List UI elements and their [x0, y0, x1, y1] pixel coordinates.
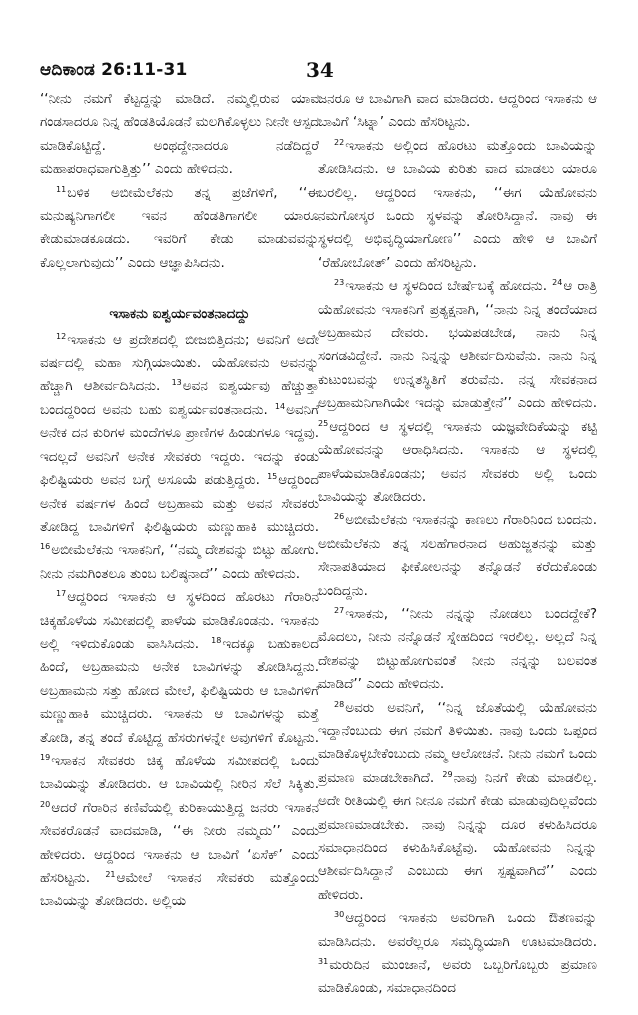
- verse-text: ಆದ್ದರಿಂದ ಆ ಸ್ಥಳದಲ್ಲಿ ಇಸಾಕನು ಯಜ್ಞವೇದಿಕೆಯನ್ನು ಕಟ್ಟಿ ಯೆಹೋವನನ್ನು ಆರಾಧಿಸಿದನು. ಇಸಾಕನು ಆ ಸ್ಥಳದಲ್ಲಿ ಪಾಳೆಯಮಾಡಿಕೊಂಡನು; ಅವನ ಸೇವಕರು ಅಲ್ಲಿ ಒಂದು ಬಾವಿಯನ್ನು ತೋಡಿದರು.: [318, 418, 597, 505]
- verse-number: 28: [334, 699, 345, 709]
- paragraph: [318, 509, 597, 603]
- paragraph: [318, 907, 597, 1001]
- verse-text: ಆದರೆ ಗೆರಾರಿನ ಕಣಿವೆಯಲ್ಲಿ ಕುರಿಕಾಯುತ್ತಿದ್ದ ಜನರು ಇಸಾಕನ ಸೇವಕರೊಡನೆ ವಾದಮಾಡಿ, ‘‘ಈ ನೀರು ನಮ್ಮದು’’ ಎಂದು ಹೇಳಿದರು. ಆದ್ದರಿಂದ ಇಸಾಕನು ಆ ಬಾವಿಗೆ ‘ಏಸೆಕ್’ ಎಂದು ಹೆಸರಿಟ್ಟನು.: [40, 799, 319, 886]
- verse-text: ಆಮೇಲೆ ಇಸಾಕನ ಸೇವಕರು ಮತ್ತೊಂದು ಬಾವಿಯನ್ನು ತೋಡಿದರು. ಅಲ್ಲಿಯ: [40, 870, 319, 910]
- paragraph: [318, 135, 597, 275]
- verse-text: ಇಸಾಕನು ಅಲ್ಲಿಂದ ಹೊರಟು ಮತ್ತೊಂದು ಬಾವಿಯನ್ನು ತೋಡಿಸಿದನು. ಆ ಬಾವಿಯ ಕುರಿತು ವಾದ ಮಾಡಲು ಯಾರೂ ಬರಲಿಲ್ಲ. ಆದ್ದರಿಂದ ಇಸಾಕನು, ‘‘ಈಗ ಯೆಹೋವನು ನಮಗೋಸ್ಕರ ಒಂದು ಸ್ಥಳವನ್ನು ತೋರಿಸಿದ್ದಾನೆ. ನಾವು ಈ ಸ್ಥಳದಲ್ಲಿ ಅಭಿವೃದ್ಧಿಯಾಗೋಣ’’ ಎಂದು ಹೇಳಿ ಆ ಬಾವಿಗೆ ‘ರೆಹೋಬೋತ್’ ಎಂದು ಹೆಸರಿಟ್ಟನು.: [318, 137, 597, 271]
- right-column: [318, 88, 597, 1008]
- paragraph: [40, 88, 319, 182]
- paragraph: [318, 88, 597, 135]
- verse-text: ಇದಕ್ಕೂ ಬಹುಕಾಲದ ಹಿಂದೆ, ಅಬ್ರಹಾಮನು ಅನೇಕ ಬಾವಿಗಳನ್ನು ತೋಡಿಸಿದ್ದನು. ಅಬ್ರಹಾಮನು ಸತ್ತು ಹೋದ ಮೇಲೆ, ಫಿಲಿಷ್ಟಿಯರು ಆ ಬಾವಿಗಳಿಗೆ ಮಣ್ಣುಹಾಕಿ ಮುಚ್ಚಿದರು. ಇಸಾಕನು ಆ ಬಾವಿಗಳನ್ನು ಮತ್ತೆ ತೋಡಿ, ತನ್ನ ತಂದೆ ಕೊಟ್ಟಿದ್ದ ಹೆಸರುಗಳನ್ನೇ ಅವುಗಳಿಗೆ ಕೊಟ್ಟನು.: [40, 635, 319, 746]
- verse-number: 21: [105, 870, 116, 879]
- verse-text: ಆದ್ದರಿಂದ ಅನೇಕ ವರ್ಷಗಳ ಹಿಂದೆ ಅಬ್ರಹಾಮ ಮತ್ತು ಅವನ ಸೇವಕರು ತೋಡಿದ್ದ ಬಾವಿಗಳಿಗೆ ಫಿಲಿಷ್ಟಿಯರು ಮಣ್ಣುಹಾಕಿ ಮುಚ್ಚಿದರು.: [40, 472, 319, 535]
- paragraph-text: ‘‘ನೀನು ನಮಗೆ ಕೆಟ್ಟದ್ದನ್ನು ಮಾಡಿದೆ. ನಮ್ಮಲ್ಲಿರುವ ಯಾವ ಗಂಡಸಾದರೂ ನಿನ್ನ ಹೆಂಡತಿಯೊಡನೆ ಮಲಗಿಕೊಳ್ಳಲು ನೀನೇ ಆಸ್ಪದ ಮಾಡಿಕೊಟ್ಟಿದ್ದೆ. ಅಂಥದ್ದೇನಾದರೂ ನಡೆದಿದ್ದರೆ ಮಹಾಪರಾಧವಾಗುತ್ತಿತ್ತು’’ ಎಂದು ಹೇಳಿದನು.: [40, 91, 319, 178]
- verse-number: 22: [334, 137, 345, 147]
- verse-text: ಇಸಾಕನು ಆ ಸ್ಥಳದಿಂದ ಬೇರ್ಷೆಬಕ್ಕೆ ಹೋದನು.: [345, 278, 548, 295]
- verse-text: ಅವನ ಐಶ್ವರ್ಯವು ಹೆಚ್ಚುತ್ತಾ ಬಂದದ್ದರಿಂದ ಅವನು ಬಹು ಐಶ್ವರ್ಯವಂತನಾದನು.: [40, 378, 319, 418]
- verse-number: 19: [40, 752, 51, 762]
- paragraph: [40, 329, 319, 586]
- verse-text: ಇಸಾಕನು, ‘‘ನೀನು ನನ್ನನ್ನು ನೋಡಲು ಬಂದದ್ದೇಕೆ? ಮೊದಲು, ನೀನು ನನ್ನೊಡನೆ ಸ್ನೇಹದಿಂದ ಇರಲಿಲ್ಲ. ಅಲ್ಲದೆ ನಿನ್ನ ದೇಶವನ್ನು ಬಿಟ್ಟುಹೋಗುವಂತೆ ನೀನು ನನ್ನನ್ನು ಬಲವಂತ ಮಾಡಿದೆ’’ ಎಂದು ಹೇಳಿದನು.: [318, 605, 597, 693]
- left-column: [40, 88, 319, 1008]
- paragraph: [40, 182, 319, 276]
- verse-number: 25: [318, 418, 329, 428]
- verse-number: 18: [211, 635, 222, 645]
- verse-text: ನಾವು ನಿನಗೆ ಕೇಡು ಮಾಡಲಿಲ್ಲ. ಅದೇ ರೀತಿಯಲ್ಲಿ ಈಗ ನೀನೂ ನಮಗೆ ಕೇಡು ಮಾಡುವುದಿಲ್ಲವೆಂದು ಪ್ರಮಾಣಮಾಡಬೇಕು. ನಾವು ನಿನ್ನನ್ನು ದೂರ ಕಳುಹಿಸಿದರೂ ಸಮಾಧಾನದಿಂದ ಕಳುಹಿಸಿಕೊಟ್ಟೆವು. ಯೆಹೋವನು ನಿನ್ನನ್ನು ಆಶೀರ್ವದಿಸಿದ್ದಾನೆ ಎಂಬುದು ಈಗ ಸ್ಪಷ್ಟವಾಗಿದೆ’’ ಎಂದು ಹೇಳಿದರು.: [318, 769, 597, 903]
- verse-text: ಆದ್ದರಿಂದ ಇಸಾಕನು ಅವರಿಗಾಗಿ ಒಂದು ಔತಣವನ್ನು ಮಾಡಿಸಿದನು. ಅವರೆಲ್ಲರೂ ಸಮೃದ್ಧಿಯಾಗಿ ಊಟಮಾಡಿದರು.: [318, 910, 597, 950]
- page-header: [40, 60, 620, 84]
- verse-text: ಅಬೀಮೆಲೆಕನು ಇಸಾಕನನ್ನು ಕಾಣಲು ಗೆರಾರಿನಿಂದ ಬಂದನು. ಅಬೀಮೆಲೆಕನು ತನ್ನ ಸಲಹೆಗಾರನಾದ ಅಹುಜ್ಜತನನ್ನು ಮತ್ತು ಸೇನಾಪತಿಯಾದ ಫೀಕೋಲನನ್ನು ತನ್ನೊಡನೆ ಕರೆದುಕೊಂಡು ಬಂದಿದ್ದನು.: [318, 512, 597, 599]
- verse-number: 11: [56, 184, 67, 194]
- verse-number: 15: [267, 472, 278, 482]
- verse-text: ಆ ರಾತ್ರಿ ಯೆಹೋವನು ಇಸಾಕನಿಗೆ ಪ್ರತ್ಯಕ್ಷನಾಗಿ, ‘‘ನಾನು ನಿನ್ನ ತಂದೆಯಾದ ಅಬ್ರಹಾಮನ ದೇವರು. ಭಯಪಡಬೇಡ, ನಾನು ನಿನ್ನ ಸಂಗಡವಿದ್ದೇನೆ. ನಾನು ನಿನ್ನನ್ನು ಆಶೀರ್ವದಿಸುವೆನು. ನಾನು ನಿನ್ನ ಕುಟುಂಬವನ್ನು ಉನ್ನತಸ್ಥಿತಿಗೆ ತರುವೆನು. ನನ್ನ ಸೇವಕನಾದ ಅಬ್ರಹಾಮನಿಗಾಗಿಯೇ ಇದನ್ನು ಮಾಡುತ್ತೇನೆ’’ ಎಂದು ಹೇಳಿದನು.: [318, 278, 597, 412]
- verse-number: 31: [318, 957, 329, 967]
- verse-number: 24: [552, 278, 563, 288]
- verse-number: 26: [334, 512, 345, 522]
- verse-number: 16: [40, 542, 51, 552]
- verse-text: ಮರುದಿನ ಮುಂಜಾನೆ, ಅವರು ಒಬ್ಬರಿಗೊಬ್ಬರು ಪ್ರಮಾಣ ಮಾಡಿಕೊಂಡು, ಸಮಾಧಾನದಿಂದ: [318, 957, 597, 997]
- verse-number: 12: [56, 331, 67, 341]
- verse-number: 27: [334, 605, 345, 615]
- verse-text: ಇಸಾಕನ ಸೇವಕರು ಚಿಕ್ಕ ಹೊಳೆಯ ಸಮೀಪದಲ್ಲಿ ಒಂದು ಬಾವಿಯನ್ನು ತೋಡಿದರು. ಆ ಬಾವಿಯಲ್ಲಿ ನೀರಿನ ಸೆಲೆ ಸಿಕ್ಕಿತು.: [40, 752, 319, 793]
- verse-text: ಅವನಿಗೆ ಅನೇಕ ದನ ಕುರಿಗಳ ಮಂದೆಗಳೂ ಪ್ರಾಣಿಗಳ ಹಿಂಡುಗಳೂ ಇದ್ದವು. ಇದಲ್ಲದೆ ಅವನಿಗೆ ಅನೇಕ ಸೇವಕರು ಇದ್ದರು. ಇದನ್ನು ಕಂಡು ಫಿಲಿಷ್ಟಿಯರು ಅವನ ಬಗ್ಗೆ ಅಸೂಯೆ ಪಡುತ್ತಿದ್ದರು.: [40, 401, 319, 489]
- paragraph: [40, 586, 319, 914]
- verse-number: 30: [334, 910, 345, 920]
- running-head: ಆದಿಕಾಂಡ 26:11-31: [40, 60, 188, 80]
- verse-number: 17: [56, 589, 67, 599]
- verse-text: ಇಸಾಕನು ಆ ಪ್ರದೇಶದಲ್ಲಿ ಬೀಜಬಿತ್ತಿದನು; ಅವನಿಗೆ ಅದೇ ವರ್ಷದಲ್ಲಿ ಮಹಾ ಸುಗ್ಗಿಯಾಯಿತು. ಯೆಹೋವನು ಅವನನ್ನು ಹೆಚ್ಚಾಗಿ ಆಶೀರ್ವದಿಸಿದನು.: [40, 331, 319, 395]
- verse-number: 23: [334, 278, 345, 288]
- section-heading: ಇಸಾಕನು ಐಶ್ವರ್ಯವಂತನಾದದ್ದು: [109, 306, 250, 323]
- verse-number: 13: [171, 378, 182, 388]
- paragraph-text: ಜನರೂ ಆ ಬಾವಿಗಾಗಿ ವಾದ ಮಾಡಿದರು. ಆದ್ದರಿಂದ ಇಸಾಕನು ಆ ಬಾವಿಗೆ ‘ಸಿಟ್ನಾ’ ಎಂದು ಹೆಸರಿಟ್ಟನು.: [318, 91, 597, 131]
- paragraph: [318, 697, 597, 908]
- verse-number: 29: [442, 769, 453, 779]
- verse-text: ಬಳಿಕ ಅಬೀಮೆಲೆಕನು ತನ್ನ ಪ್ರಜೆಗಳಿಗೆ, ‘‘ಈ ಮನುಷ್ಯನಿಗಾಗಲೀ ಇವನ ಹೆಂಡತಿಗಾಗಲೀ ಯಾರೂ ಕೇಡುಮಾಡಕೂಡದು. ಇವರಿಗೆ ಕೇಡು ಮಾಡುವವನ್ನು ಕೊಲ್ಲಲಾಗುವುದು’’ ಎಂದು ಆಜ್ಞಾಪಿಸಿದನು.: [40, 184, 319, 271]
- verse-text: ಅಬೀಮೆಲೆಕನು ಇಸಾಕನಿಗೆ, ‘‘ನಮ್ಮ ದೇಶವನ್ನು ಬಿಟ್ಟು ಹೋಗು. ನೀನು ನಮಗಿಂತಲೂ ತುಂಬ ಬಲಿಷ್ಠನಾದೆ’’ ಎಂದು ಹೇಳಿದನು.: [40, 542, 319, 582]
- page-number: 34: [306, 58, 334, 82]
- verse-number: 20: [40, 799, 51, 809]
- paragraph: [318, 603, 597, 697]
- paragraph: [318, 275, 597, 509]
- verse-number: 14: [274, 401, 286, 411]
- verse-text: ಅವರು ಅವನಿಗೆ, ‘‘ನಿನ್ನ ಜೊತೆಯಲ್ಲಿ ಯೆಹೋವನು ಇದ್ದಾನೆಂಬುದು ಈಗ ನಮಗೆ ತಿಳಿಯಿತು. ನಾವು ಒಂದು ಒಪ್ಪಂದ ಮಾಡಿಕೊಳ್ಳಬೇಕೆಂಬುದು ನಮ್ಮ ಆಲೋಚನೆ. ನೀನು ನಮಗೆ ಒಂದು ಪ್ರಮಾಣ ಮಾಡಬೇಕಾಗಿದೆ.: [318, 699, 597, 786]
- verse-text: ಆದ್ದರಿಂದ ಇಸಾಕನು ಆ ಸ್ಥಳದಿಂದ ಹೊರಟು ಗೆರಾರಿನ ಚಿಕ್ಕಹೊಳೆಯ ಸಮೀಪದಲ್ಲಿ ಪಾಳೆಯ ಮಾಡಿಕೊಂಡನು. ಇಸಾಕನು ಅಲ್ಲಿ ಇಳಿದುಕೊಂಡು ವಾಸಿಸಿದನು.: [40, 589, 319, 652]
